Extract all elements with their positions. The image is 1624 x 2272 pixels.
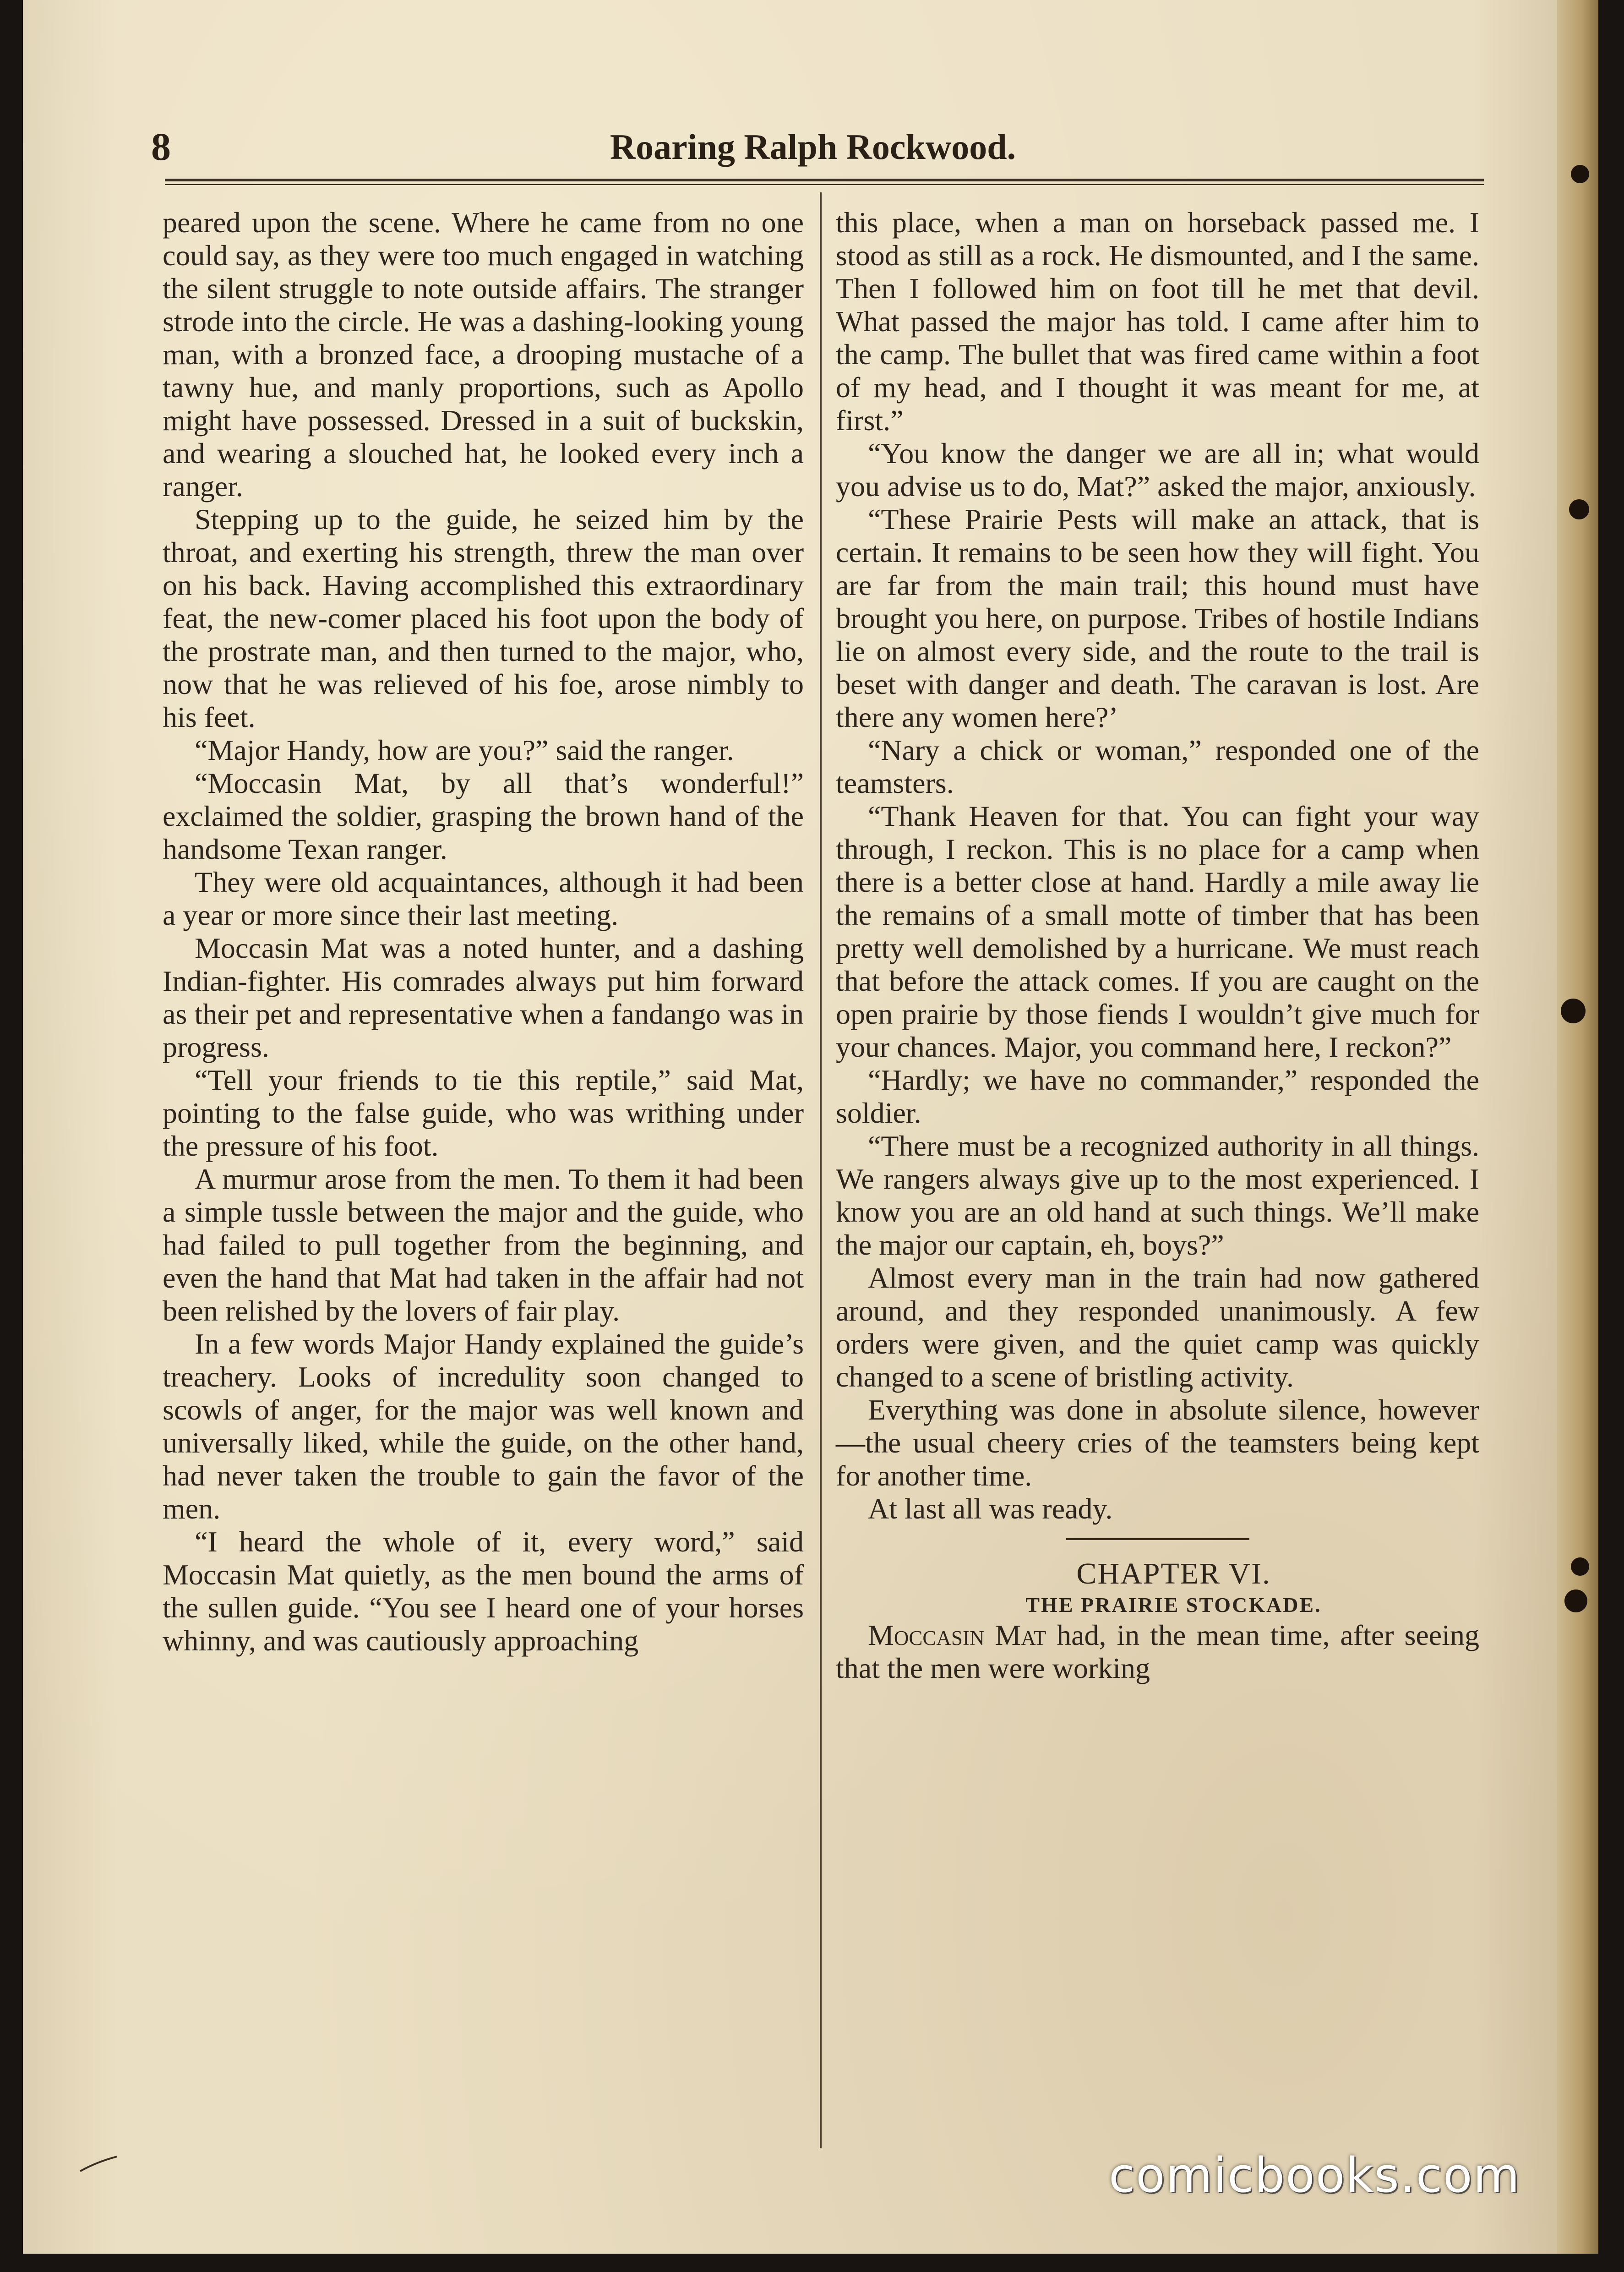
page-edge: [1557, 0, 1598, 2254]
section-divider: [1066, 1538, 1249, 1540]
page-number: 8: [151, 125, 171, 169]
text-column-right: [836, 206, 1479, 1685]
paragraph: peared upon the scene. Where he came from no one could say, as they were too much engaged in watching the silent struggle to note outside affairs. The stranger strode into the circle. He was a dashing-looking young man, with a bronzed face, a drooping mustache of a tawny hue, and manly proportions, such as Apollo might have possessed. Dressed in a suit of buckskin, and wearing a slouched hat, he looked every inch a ranger.: [163, 206, 804, 502]
watermark: comicbooks.com: [1108, 2147, 1520, 2203]
paragraph: “Thank Heaven for that. You can fight your way through, I reckon. This is no place for a camp when there is a better close at hand. Hardly a mile away lie the remains of a small motte of timber that has been pretty well demolished by a hurricane. We must reach that before the attack comes. If you are caught on the open prairie by those fiends I wouldn’t give much for your chances. Major, you command here, I reckon?”: [836, 800, 1479, 1063]
paragraph: “Tell your friends to tie this reptile,” said Mat, pointing to the false guide, who was writhing under the pressure of his foot.: [163, 1064, 804, 1162]
paragraph: “Hardly; we have no commander,” responded the soldier.: [836, 1064, 1479, 1129]
paragraph: “You know the danger we are all in; what would you advise us to do, Mat?” asked the major, anxiously.: [836, 437, 1479, 502]
binding-hole: [1569, 499, 1589, 519]
paragraph: A murmur arose from the men. To them it had been a simple tussle between the major and the guide, who had failed to pull together from the beginning, and even the hand that Mat had taken in the affair had not been relished by the lovers of fair play.: [163, 1163, 804, 1327]
binding-hole: [1571, 165, 1589, 183]
paragraph: “I heard the whole of it, every word,” said Moccasin Mat quietly, as the men bound the arms of the sullen guide. “You see I heard one of your horses whinny, and was cautiously approaching: [163, 1525, 804, 1657]
paragraph: They were old acquaintances, although it had been a year or more since their last meeting.: [163, 866, 804, 931]
book-page: [23, 0, 1598, 2254]
paragraph: this place, when a man on horseback passed me. I stood as still as a rock. He dismounted, and I the same. Then I followed him on foot till he met that devil. What passed the major has told. I came after him to the camp. The bullet that was fired came within a foot of my head, and I thought it was meant for me, at first.”: [836, 206, 1479, 437]
opening-text: had, in the mean time, after seeing that the men were working: [836, 1619, 1479, 1684]
opening-smallcaps: Moccasin Mat: [868, 1619, 1046, 1651]
paragraph: “Major Handy, how are you?” said the ranger.: [195, 734, 734, 766]
paragraph: Stepping up to the guide, he seized him by the throat, and exerting his strength, threw the man over on his back. Having accomplished this extraordinary feat, the new-comer placed his foot upon the body of the prostrate man, and then turned to the major, who, now that he was relieved of his foe, arose nimbly to his feet.: [163, 503, 804, 733]
paragraph: “There must be a recognized authority in all things. We rangers always give up to the most experienced. I know you are an old hand at such things. We’ll make the major our captain, eh, boys?”: [836, 1130, 1479, 1261]
chapter-subtitle: THE PRAIRIE STOCKADE.: [1025, 1593, 1322, 1617]
binding-hole: [1571, 1557, 1589, 1576]
chapter-heading: CHAPTER VI.: [1076, 1557, 1271, 1590]
paragraph: In a few words Major Handy explained the guide’s treachery. Looks of incredulity soon changed to scowls of anger, for the major was well known and universally liked, while the guide, on the other hand, had never taken the trouble to gain the favor of the men.: [163, 1327, 804, 1525]
binding-hole: [1564, 1589, 1587, 1612]
header-rule: [165, 184, 1484, 185]
page-header: [142, 124, 1484, 174]
paragraph: “These Prairie Pests will make an attack, that is certain. It remains to be seen how they will fight. You are far from the main trail; this hound must have brought you here, on purpose. Tribes of hostile Indians lie on almost every side, and the route to the trail is beset with danger and death. The caravan is lost. Are there any women here?’: [836, 503, 1479, 733]
paragraph: “Moccasin Mat, by all that’s wonderful!” exclaimed the soldier, grasping the brown hand of the handsome Texan ranger.: [163, 767, 804, 865]
paragraph: Everything was done in absolute silence, however—the usual cheery cries of the teamsters being kept for another time.: [836, 1393, 1479, 1492]
paragraph: “Nary a chick or woman,” responded one of the teamsters.: [836, 734, 1479, 799]
column-divider: [820, 192, 822, 2148]
chapter-opening-paragraph: [836, 1619, 1479, 1685]
paragraph: Almost every man in the train had now gathered around, and they responded unanimously. A few orders were given, and the quiet camp was quickly changed to a scene of bristling activity.: [836, 1262, 1479, 1393]
running-title: Roaring Ralph Rockwood.: [610, 127, 1016, 167]
binding-hole: [1561, 999, 1586, 1023]
header-rule: [165, 179, 1484, 181]
pen-stroke-mark: [78, 2153, 119, 2176]
text-column-left: [163, 206, 804, 1657]
paragraph: Moccasin Mat was a noted hunter, and a dashing Indian-fighter. His comrades always put him forward as their pet and representative when a fandango was in progress.: [163, 932, 804, 1063]
paragraph: At last all was ready.: [868, 1492, 1113, 1525]
